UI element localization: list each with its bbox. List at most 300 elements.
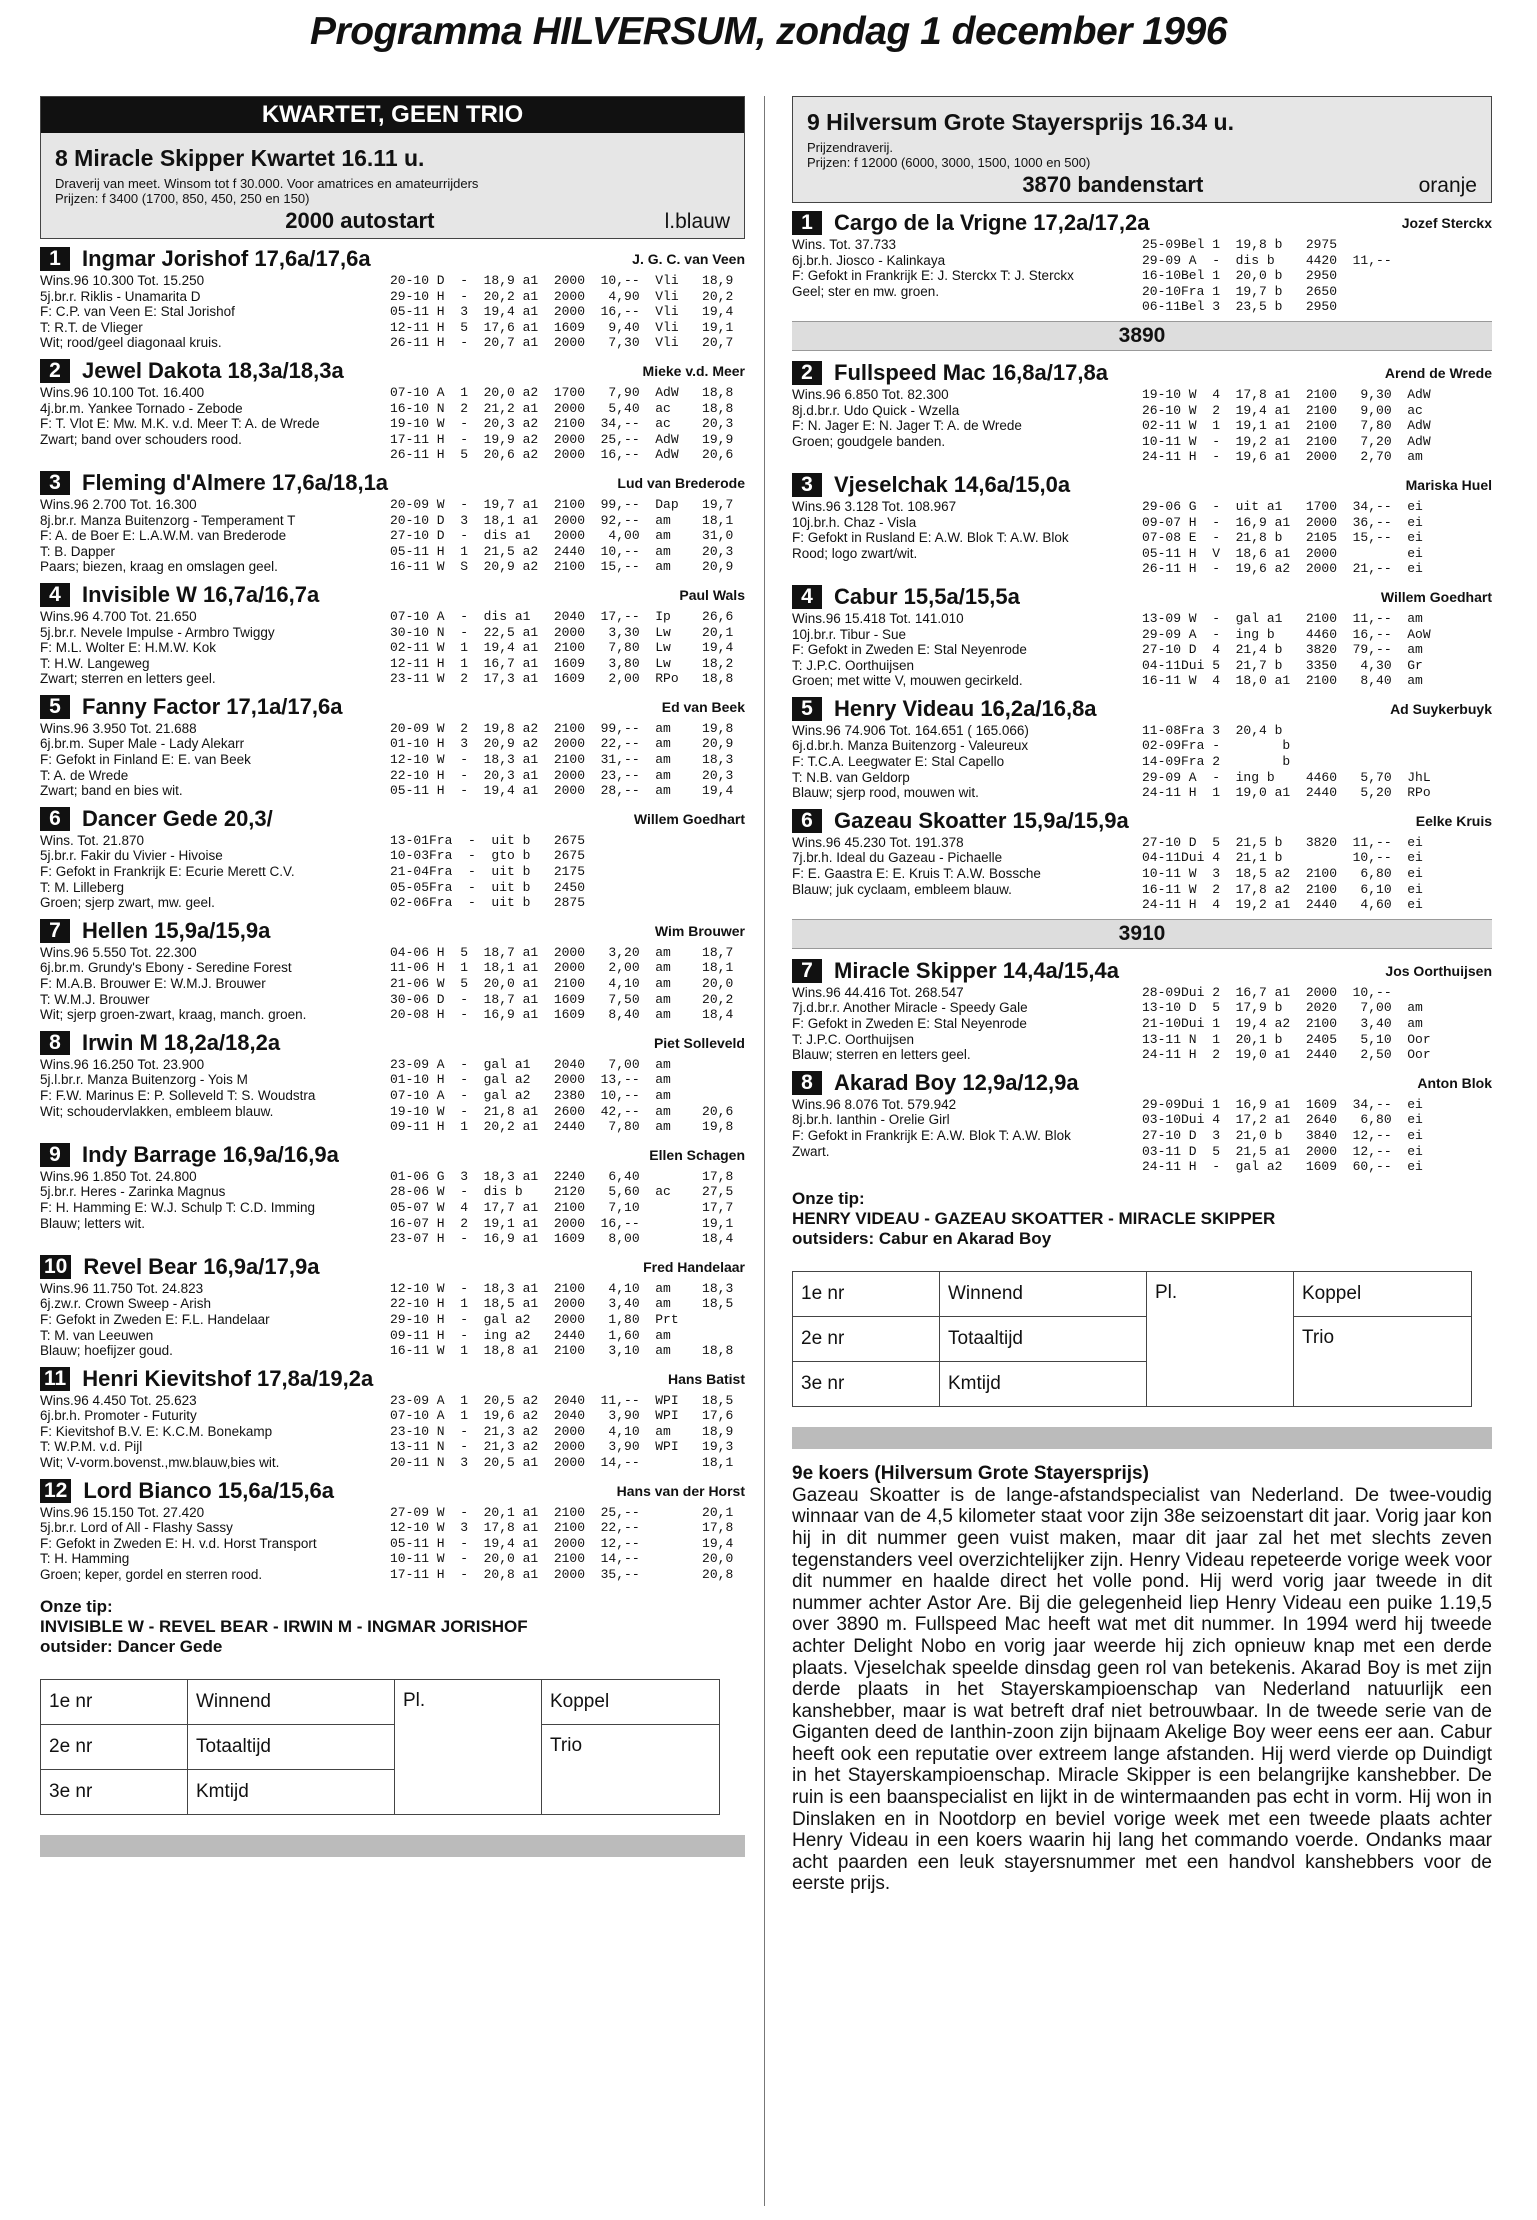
horse-entry: [792, 471, 1492, 577]
horse-results: [390, 1169, 745, 1247]
horse-body: [40, 1393, 745, 1471]
horse-info-line: 6j.br.m. Super Male - Lady Alekarr: [40, 736, 245, 752]
horse-body: [792, 1097, 1492, 1175]
tip-block: [792, 1189, 1492, 1249]
result-line: 27-09 W - 20,1 a1 2100 25,-- 20,1: [390, 1504, 734, 1520]
horse-body: [40, 833, 745, 911]
tip-picks: HENRY VIDEAU - GAZEAU SKOATTER - MIRACLE SKIPPER: [792, 1208, 1276, 1228]
horse-info-line: Blauw; letters wit.: [40, 1215, 146, 1231]
horse-header: [40, 357, 745, 385]
result-line: 20-10 D 3 18,1 a1 2000 92,-- am 18,1: [390, 512, 734, 528]
horse-entry: [792, 695, 1492, 801]
horse-info-line: Wins. Tot. 37.733: [792, 237, 897, 252]
trainer-name: Eelke Kruis: [1415, 812, 1492, 829]
horse-results: [1142, 835, 1492, 913]
horse-info-line: Wins.96 2.700 Tot. 16.300: [40, 496, 197, 512]
horse-header: [792, 471, 1492, 499]
horse-body: [40, 1281, 745, 1359]
horse-header: [40, 693, 745, 721]
horse-results: [390, 497, 745, 575]
horse-info-line: F: Gefokt in Zweden E: Stal Neyenrode: [792, 642, 1027, 658]
result-line: 11-08Fra 3 20,4 b: [1142, 722, 1283, 738]
horse-header: [40, 581, 745, 609]
result-line: 16-10Bel 1 20,0 b 2950: [1142, 268, 1338, 284]
race-color: oranje: [1418, 174, 1477, 197]
trainer-name: Jos Oorthuijsen: [1385, 962, 1492, 979]
page-title: Programma HILVERSUM, zondag 1 december 1996: [310, 10, 1227, 53]
horse-number: 2: [792, 361, 822, 385]
start-group-bar: 3910: [792, 919, 1492, 949]
horse-info-line: F: Gefokt in Frankrijk E: A.W. Blok T: A.W. Blok: [792, 1127, 1071, 1143]
horse-info-line: Wins.96 4.700 Tot. 21.650: [40, 608, 197, 624]
horse-entry: [40, 805, 745, 911]
result-line: 13-10 D 5 17,9 b 2020 7,00 am: [1142, 1000, 1423, 1016]
horse-header: [792, 583, 1492, 611]
start-group-bar: 3890: [792, 321, 1492, 351]
horse-info-line: 5j.l.br.r. Manza Buitenzorg - Yois M: [40, 1072, 248, 1088]
horse-info-line: Zwart; band over schouders rood.: [40, 431, 242, 447]
horse-entry: [40, 357, 745, 463]
horse-body: [40, 273, 745, 351]
result-line: 29-09 A - ing b 4460 5,70 JhL: [1142, 769, 1431, 785]
result-line: 20-09 W - 19,7 a1 2100 99,-- Dap 19,7: [390, 496, 734, 512]
horse-info-line: Zwart; sterren en letters geel.: [40, 671, 216, 687]
horse-number: 4: [40, 583, 70, 607]
result-line: 07-10 A 1 20,0 a2 1700 7,90 AdW 18,8: [390, 384, 734, 400]
horse-info-line: Groen; met witte V, mouwen gecirkeld.: [792, 673, 1023, 689]
horse-info: [792, 723, 1142, 801]
result-line: 29-06 G - uit a1 1700 34,-- ei: [1142, 498, 1423, 514]
horse-number: 6: [40, 807, 70, 831]
trainer-name: Fred Handelaar: [643, 1258, 745, 1275]
result-line: 30-10 N - 22,5 a1 2000 3,30 Lw 20,1: [390, 624, 734, 640]
horse-name: Fullspeed Mac 16,8a/17,8a: [834, 359, 1108, 385]
horse-header: [40, 1029, 745, 1057]
horse-results: [390, 1505, 745, 1583]
horse-info-line: F: T. Vlot E: Mw. M.K. v.d. Meer T: A. de Wrede: [40, 416, 320, 432]
result-line: 07-10 A - dis a1 2040 17,-- Ip 26,6: [390, 608, 734, 624]
result-line: 11-06 H 1 18,1 a1 2000 2,00 am 18,1: [390, 960, 734, 976]
result-line: 29-10 H - gal a2 2000 1,80 Prt: [390, 1311, 679, 1327]
horse-number: 6: [792, 809, 822, 833]
horse-body: [792, 387, 1492, 465]
result-line: 24-11 H - gal a2 1609 60,-- ei: [1142, 1159, 1423, 1175]
result-line: 24-11 H - 19,6 a1 2000 2,70 am: [1142, 449, 1423, 465]
result-line: 27-10 D 4 21,4 b 3820 79,-- am: [1142, 642, 1423, 658]
result-line: 09-11 H 1 20,2 a1 2440 7,80 am 19,8: [390, 1119, 734, 1135]
horse-info-line: F: M.L. Wolter E: H.M.W. Kok: [40, 640, 217, 656]
horse-info-line: Wins.96 6.850 Tot. 82.300: [792, 386, 949, 402]
result-line: 25-09Bel 1 19,8 b 2975: [1142, 237, 1338, 252]
horse-info-line: Blauw; sjerp rood, mouwen wit.: [792, 785, 979, 801]
result-line: 21-06 W 5 20,0 a1 2100 4,10 am 20,0: [390, 976, 734, 991]
horse-header: [792, 695, 1492, 723]
horse-info-line: 6j.br.h. Jiosco - Kalinkaya: [792, 252, 946, 268]
horse-info-line: F: T.C.A. Leegwater E: Stal Capello: [792, 754, 1005, 770]
result-cell: 2e nr: [793, 1316, 940, 1361]
result-line: 28-06 W - dis b 2120 5,60 ac 27,5: [390, 1184, 734, 1200]
horse-header: [40, 245, 745, 273]
horse-info-line: Wins.96 74.906 Tot. 164.651 ( 165.066): [792, 722, 1029, 738]
result-line: 27-10 D 3 21,0 b 3840 12,-- ei: [1142, 1127, 1423, 1143]
result-line: 23-11 W 2 17,3 a1 1609 2,00 RPo 18,8: [390, 671, 734, 687]
horse-name: Indy Barrage 16,9a/16,9a: [82, 1141, 339, 1167]
horse-info-line: Wins.96 16.250 Tot. 23.900: [40, 1056, 205, 1072]
horse-results: [1142, 1097, 1492, 1175]
horse-results: [390, 385, 745, 463]
result-line: 05-11 H - 19,4 a1 2000 12,-- 19,4: [390, 1535, 734, 1551]
result-line: 12-10 W 3 17,8 a1 2100 22,-- 17,8: [390, 1520, 734, 1536]
horse-name: Akarad Boy 12,9a/12,9a: [834, 1069, 1079, 1095]
horse-info-line: T: H. Hamming: [40, 1551, 130, 1567]
horse-info: [40, 273, 390, 351]
horse-info: [40, 497, 390, 575]
horse-body: [792, 499, 1492, 577]
result-line: 26-10 W 2 19,4 a1 2100 9,00 ac: [1142, 402, 1423, 418]
result-line: 23-09 A - gal a1 2040 7,00 am: [390, 1056, 671, 1072]
result-line: 12-11 H 1 16,7 a1 1609 3,80 Lw 18,2: [390, 655, 734, 671]
horse-info-line: Paars; biezen, kraag en omslagen geel.: [40, 559, 278, 575]
horse-body: [40, 497, 745, 575]
horse-info-line: Wins.96 45.230 Tot. 191.378: [792, 834, 964, 850]
result-line: 24-11 H 1 19,0 a1 2440 5,20 RPo: [1142, 785, 1431, 801]
horse-entry: [40, 693, 745, 799]
result-line: 09-07 H - 16,9 a1 2000 36,-- ei: [1142, 514, 1423, 530]
tip-outsider: outsiders: Cabur en Akarad Boy: [792, 1228, 1052, 1248]
horse-info-line: T: J.P.C. Oorthuijsen: [792, 1031, 915, 1047]
horse-info-line: 8j.br.r. Manza Buitenzorg - Temperament T: [40, 512, 296, 528]
horse-info-line: T: W.P.M. v.d. Pijl: [40, 1439, 143, 1455]
result-line: 17-11 H - 19,9 a2 2000 25,-- AdW 19,9: [390, 431, 734, 447]
result-line: 01-10 H 3 20,9 a2 2000 22,-- am 20,9: [390, 736, 734, 752]
horse-entry: [792, 359, 1492, 465]
horse-info-line: F: C.P. van Veen E: Stal Jorishof: [40, 304, 235, 320]
horse-number: 9: [40, 1143, 70, 1167]
horse-header: [40, 917, 745, 945]
result-table: [792, 1271, 1472, 1407]
horse-info-line: 10j.br.h. Chaz - Visla: [792, 514, 917, 530]
horse-info-line: Groen; keper, gordel en sterren rood.: [40, 1567, 263, 1583]
result-line: 17-11 H - 20,8 a1 2000 35,-- 20,8: [390, 1567, 734, 1583]
result-cell: Koppel: [1294, 1271, 1472, 1316]
horse-header: [792, 807, 1492, 835]
result-line: 13-11 N 1 20,1 b 2405 5,10 Oor: [1142, 1031, 1431, 1047]
horse-number: 4: [792, 585, 822, 609]
horse-info-line: Wins.96 10.100 Tot. 16.400: [40, 384, 205, 400]
horse-info: [792, 611, 1142, 689]
horse-name: Henry Videau 16,2a/16,8a: [834, 695, 1097, 721]
result-line: 20-10Fra 1 19,7 b 2650: [1142, 283, 1338, 299]
horse-number: 5: [792, 697, 822, 721]
result-line: 16-11 W S 20,9 a2 2100 15,-- am 20,9: [390, 559, 734, 575]
result-line: 04-11Dui 5 21,7 b 3350 4,30 Gr: [1142, 657, 1423, 673]
horse-info: [792, 387, 1142, 465]
horse-info-line: Zwart.: [792, 1143, 830, 1159]
horse-number: 8: [40, 1031, 70, 1055]
result-line: 29-09Dui 1 16,9 a1 1609 34,-- ei: [1142, 1096, 1423, 1112]
horse-info: [792, 237, 1142, 315]
trainer-name: Mariska Huel: [1405, 476, 1492, 493]
commentary-title: 9e koers (Hilversum Grote Stayersprijs): [792, 1462, 1149, 1484]
result-line: 05-07 W 4 17,7 a1 2100 7,10 17,7: [390, 1199, 734, 1215]
result-line: 24-11 H 2 19,0 a1 2440 2,50 Oor: [1142, 1047, 1431, 1063]
horse-entry: [40, 245, 745, 351]
result-line: 16-11 W 2 17,8 a2 2100 6,10 ei: [1142, 881, 1423, 897]
horse-header: [40, 469, 745, 497]
trainer-name: Wim Brouwer: [654, 922, 745, 939]
result-line: 13-09 W - gal a1 2100 11,-- am: [1142, 610, 1423, 626]
result-line: 12-11 H 5 17,6 a1 1609 9,40 Vli 19,1: [390, 319, 734, 335]
horse-info-line: Wins. Tot. 21.870: [40, 832, 145, 848]
trainer-name: Lud van Brederode: [617, 474, 745, 491]
horse-info-line: T: W.M.J. Brouwer: [40, 991, 150, 1007]
horse-info-line: T: H.W. Langeweg: [40, 655, 150, 671]
horse-info: [792, 835, 1142, 913]
tip-outsider: outsider: Dancer Gede: [40, 1636, 223, 1656]
race-distance: 3870 bandenstart: [1022, 172, 1204, 197]
trainer-name: Piet Solleveld: [653, 1034, 745, 1051]
horse-name: Henri Kievitshof 17,8a/19,2a: [82, 1365, 374, 1391]
horse-info-line: Wins.96 44.416 Tot. 268.547: [792, 984, 964, 1000]
horse-info-line: Wins.96 3.950 Tot. 21.688: [40, 720, 197, 736]
horse-info: [40, 1057, 390, 1135]
result-line: 27-10 D - dis a1 2000 4,00 am 31,0: [390, 528, 734, 544]
horse-info-line: Wins.96 3.128 Tot. 108.967: [792, 498, 957, 514]
horse-name: Miracle Skipper 14,4a/15,4a: [834, 957, 1119, 983]
trainer-name: Jozef Sterckx: [1401, 215, 1492, 231]
horse-name: Fanny Factor 17,1a/17,6a: [82, 693, 343, 719]
result-line: 26-11 H - 19,6 a2 2000 21,-- ei: [1142, 561, 1423, 577]
horse-info-line: Blauw; hoefijzer goud.: [40, 1343, 173, 1359]
horse-info-line: T: M. Lilleberg: [40, 879, 125, 895]
result-line: 10-11 W - 20,0 a1 2100 14,-- 20,0: [390, 1551, 734, 1567]
gray-bar: [792, 1427, 1492, 1449]
result-line: 02-11 W 1 19,1 a1 2100 7,80 AdW: [1142, 418, 1431, 434]
horse-info-line: F: F.W. Marinus E: P. Solleveld T: S. Woudstra: [40, 1087, 316, 1103]
horse-number: 8: [792, 1071, 822, 1095]
horse-body: [40, 609, 745, 687]
result-line: 05-05Fra - uit b 2450: [390, 879, 586, 895]
result-line: 22-10 H 1 18,5 a1 2000 3,40 am 18,5: [390, 1296, 734, 1312]
horse-info-line: F: E. Gaastra E: E. Kruis T: A.W. Bossche: [792, 866, 1041, 882]
horse-info-line: T: J.P.C. Oorthuijsen: [792, 657, 915, 673]
horse-info-line: F: Gefokt in Zweden E: F.L. Handelaar: [40, 1311, 270, 1327]
horse-entry: [792, 583, 1492, 689]
result-line: 29-10 H - 20,2 a1 2000 4,90 Vli 20,2: [390, 288, 734, 304]
race-color: l.blauw: [664, 210, 730, 233]
horse-info-line: 10j.br.r. Tibur - Sue: [792, 626, 907, 642]
horse-info-line: 8j.d.br.r. Udo Quick - Wzella: [792, 402, 960, 418]
horse-name: Hellen 15,9a/15,9a: [82, 917, 271, 943]
horse-info-line: F: M.A.B. Brouwer E: W.M.J. Brouwer: [40, 976, 266, 991]
horse-info-line: Wins.96 11.750 Tot. 24.823: [40, 1280, 204, 1296]
horse-results: [1142, 723, 1492, 801]
horse-body: [40, 385, 745, 463]
result-cell: Winnend: [940, 1271, 1147, 1316]
result-line: 02-06Fra - uit b 2875: [390, 895, 586, 911]
horse-results: [390, 1393, 745, 1471]
horse-info-line: 6j.br.h. Promoter - Futurity: [40, 1408, 197, 1424]
trainer-name: Willem Goedhart: [633, 810, 745, 827]
horse-info-line: F: Gefokt in Frankrijk E: J. Sterckx T: J. Sterckx: [792, 268, 1074, 284]
horse-header: [40, 1141, 745, 1169]
horse-info-line: F: A. de Boer E: L.A.W.M. van Brederode: [40, 528, 287, 544]
horse-number: 7: [40, 919, 70, 943]
result-line: 23-09 A 1 20,5 a2 2040 11,-- WPI 18,5: [390, 1392, 734, 1408]
horse-info-line: Groen; goudgele banden.: [792, 433, 946, 449]
horse-results: [1142, 387, 1492, 465]
result-line: 14-09Fra 2 b: [1142, 754, 1291, 770]
horse-info: [40, 721, 390, 799]
horse-entry: [40, 1141, 745, 1247]
horse-body: [792, 723, 1492, 801]
horse-name: Jewel Dakota 18,3a/18,3a: [82, 357, 344, 383]
result-line: 10-03Fra - gto b 2675: [390, 848, 586, 864]
horse-info-line: Geel; ster en mw. groen.: [792, 283, 940, 299]
horse-entry: [40, 581, 745, 687]
result-cell: Kmtijd: [940, 1361, 1147, 1406]
horse-info-line: Wit; V-vorm.bovenst.,mw.blauw,bies wit.: [40, 1455, 280, 1471]
result-line: 29-09 A - dis b 4420 11,--: [1142, 252, 1392, 268]
trainer-name: Ad Suykerbuyk: [1390, 700, 1492, 717]
result-line: 07-10 A - gal a2 2380 10,-- am: [390, 1087, 671, 1103]
horse-info-line: 5j.br.r. Lord of All - Flashy Sassy: [40, 1520, 233, 1536]
horse-info-line: 6j.br.m. Grundy's Ebony - Seredine Forest: [40, 960, 292, 976]
horse-name: Irwin M 18,2a/18,2a: [82, 1029, 281, 1055]
right-column: [792, 96, 1492, 1895]
horse-body: [40, 1057, 745, 1135]
result-line: 03-10Dui 4 17,2 a1 2640 6,80 ei: [1142, 1112, 1423, 1128]
horse-name: Gazeau Skoatter 15,9a/15,9a: [834, 807, 1129, 833]
horse-results: [1142, 611, 1492, 689]
horse-results: [390, 721, 745, 799]
trainer-name: Paul Wals: [679, 586, 745, 603]
result-line: 04-06 H 5 18,7 a1 2000 3,20 am 18,7: [390, 944, 734, 960]
result-line: 19-10 W 4 17,8 a1 2100 9,30 AdW: [1142, 386, 1431, 402]
race-info-line: Prijzen: f 3400 (1700, 850, 450, 250 en 150): [55, 191, 310, 206]
result-line: 23-07 H - 16,9 a1 1609 8,00 18,4: [390, 1231, 734, 1247]
result-line: 16-10 N 2 21,2 a1 2000 5,40 ac 18,8: [390, 400, 734, 416]
horse-number: 10: [40, 1255, 71, 1279]
result-line: 26-11 H - 20,7 a1 2000 7,30 Vli 20,7: [390, 335, 734, 351]
horse-name: Invisible W 16,7a/16,7a: [82, 581, 320, 607]
horse-info-line: Zwart; band en bies wit.: [40, 783, 183, 799]
result-line: 26-11 H 5 20,6 a2 2000 16,-- AdW 20,6: [390, 447, 734, 463]
result-line: 10-11 W 3 18,5 a2 2100 6,80 ei: [1142, 866, 1423, 882]
result-line: 03-11 D 5 21,5 a1 2000 12,-- ei: [1142, 1143, 1423, 1159]
horse-name: Cabur 15,5a/15,5a: [834, 583, 1020, 609]
horse-body: [40, 1505, 745, 1583]
horse-info-line: Rood; logo zwart/wit.: [792, 545, 918, 561]
result-cell: Pl.: [1147, 1271, 1294, 1406]
horse-name: Vjeselchak 14,6a/15,0a: [834, 471, 1071, 497]
result-line: 16-07 H 2 19,1 a1 2000 16,-- 19,1: [390, 1215, 734, 1231]
result-cell: 3e nr: [41, 1769, 188, 1814]
result-line: 05-11 H 1 21,5 a2 2440 10,-- am 20,3: [390, 543, 734, 559]
horse-entry: [40, 917, 745, 1023]
result-line: 09-11 H - ing a2 2440 1,60 am: [390, 1327, 671, 1343]
horse-info-line: Wins.96 8.076 Tot. 579.942: [792, 1096, 957, 1112]
result-line: 10-11 W - 19,2 a1 2100 7,20 AdW: [1142, 433, 1431, 449]
result-line: 07-08 E - 21,8 b 2105 15,-- ei: [1142, 530, 1423, 546]
race-info: [807, 140, 1477, 170]
result-cell: Pl.: [395, 1679, 542, 1814]
result-cell: Trio: [542, 1724, 720, 1814]
result-line: 19-10 W - 21,8 a1 2600 42,-- am 20,6: [390, 1103, 734, 1119]
horse-info: [40, 1393, 390, 1471]
horse-list: [40, 245, 745, 1583]
trainer-name: Arend de Wrede: [1384, 364, 1492, 381]
horse-number: 5: [40, 695, 70, 719]
horse-name: Lord Bianco 15,6a/15,6a: [83, 1477, 335, 1503]
horse-entry: [40, 1477, 745, 1583]
result-line: 24-11 H 4 19,2 a1 2440 4,60 ei: [1142, 897, 1423, 913]
result-line: 12-10 W - 18,3 a1 2100 31,-- am 18,3: [390, 752, 734, 768]
horse-info-line: T: A. de Wrede: [40, 767, 129, 783]
horse-info-line: Wins.96 10.300 Tot. 15.250: [40, 273, 205, 288]
horse-header: [40, 1477, 745, 1505]
result-cell: Totaaltijd: [940, 1316, 1147, 1361]
horse-entry: [792, 209, 1492, 315]
horse-body: [40, 1169, 745, 1247]
horse-body: [792, 985, 1492, 1063]
race-9-header: [792, 96, 1492, 203]
horse-info: [40, 609, 390, 687]
horse-results: [1142, 237, 1492, 315]
horse-header: [792, 957, 1492, 985]
horse-number: 3: [40, 471, 70, 495]
horse-info-line: Wit; sjerp groen-zwart, kraag, manch. groen.: [40, 1007, 307, 1023]
horse-info-line: F: Gefokt in Rusland E: A.W. Blok T: A.W. Blok: [792, 530, 1069, 546]
horse-info: [40, 385, 390, 463]
horse-info-line: T: R.T. de Vlieger: [40, 319, 143, 335]
horse-results: [390, 273, 745, 351]
race-name: 9 Hilversum Grote Stayersprijs 16.34 u.: [807, 109, 1234, 135]
result-line: 30-06 D - 18,7 a1 1609 7,50 am 20,2: [390, 991, 734, 1007]
horse-info-line: Groen; sjerp zwart, mw. geel.: [40, 895, 215, 911]
result-cell: Kmtijd: [188, 1769, 395, 1814]
result-line: 02-11 W 1 19,4 a1 2100 7,80 Lw 19,4: [390, 640, 734, 656]
result-line: 19-10 W - 20,3 a2 2100 34,-- ac 20,3: [390, 416, 734, 432]
horse-number: 1: [792, 211, 822, 235]
trainer-name: J. G. C. van Veen: [632, 251, 745, 267]
trainer-name: Hans Batist: [667, 1370, 745, 1387]
horse-results: [390, 945, 745, 1023]
horse-info-line: Wins.96 5.550 Tot. 22.300: [40, 944, 197, 960]
horse-entry: [40, 1029, 745, 1135]
horse-results: [1142, 499, 1492, 577]
column-divider: [764, 96, 765, 2206]
race-info-line: Prijzendraverij.: [807, 140, 893, 155]
horse-info-line: 5j.br.r. Nevele Impulse - Armbro Twiggy: [40, 624, 275, 640]
result-line: 20-09 W 2 19,8 a2 2100 99,-- am 19,8: [390, 720, 734, 736]
horse-info-line: F: N. Jager E: N. Jager T: A. de Wrede: [792, 418, 1022, 434]
horse-info-line: Blauw; sterren en letters geel.: [792, 1047, 971, 1063]
tip-block: [40, 1597, 745, 1657]
result-line: 05-11 H - 19,4 a1 2000 28,-- am 19,4: [390, 783, 734, 799]
horse-info-line: 6j.zw.r. Crown Sweep - Arish: [40, 1296, 212, 1312]
trainer-name: Mieke v.d. Meer: [642, 362, 745, 379]
horse-info-line: T: M. van Leeuwen: [40, 1327, 154, 1343]
result-line: 07-10 A 1 19,6 a2 2040 3,90 WPI 17,6: [390, 1408, 734, 1424]
horse-body: [792, 835, 1492, 913]
horse-number: 2: [40, 359, 70, 383]
result-cell: Trio: [1294, 1316, 1472, 1406]
horse-info-line: F: Gefokt in Frankrijk E: Ecurie Merett C.V.: [40, 864, 295, 880]
result-line: 13-11 N - 21,3 a2 2000 3,90 WPI 19,3: [390, 1439, 734, 1455]
horse-entry: [40, 469, 745, 575]
horse-info: [40, 945, 390, 1023]
